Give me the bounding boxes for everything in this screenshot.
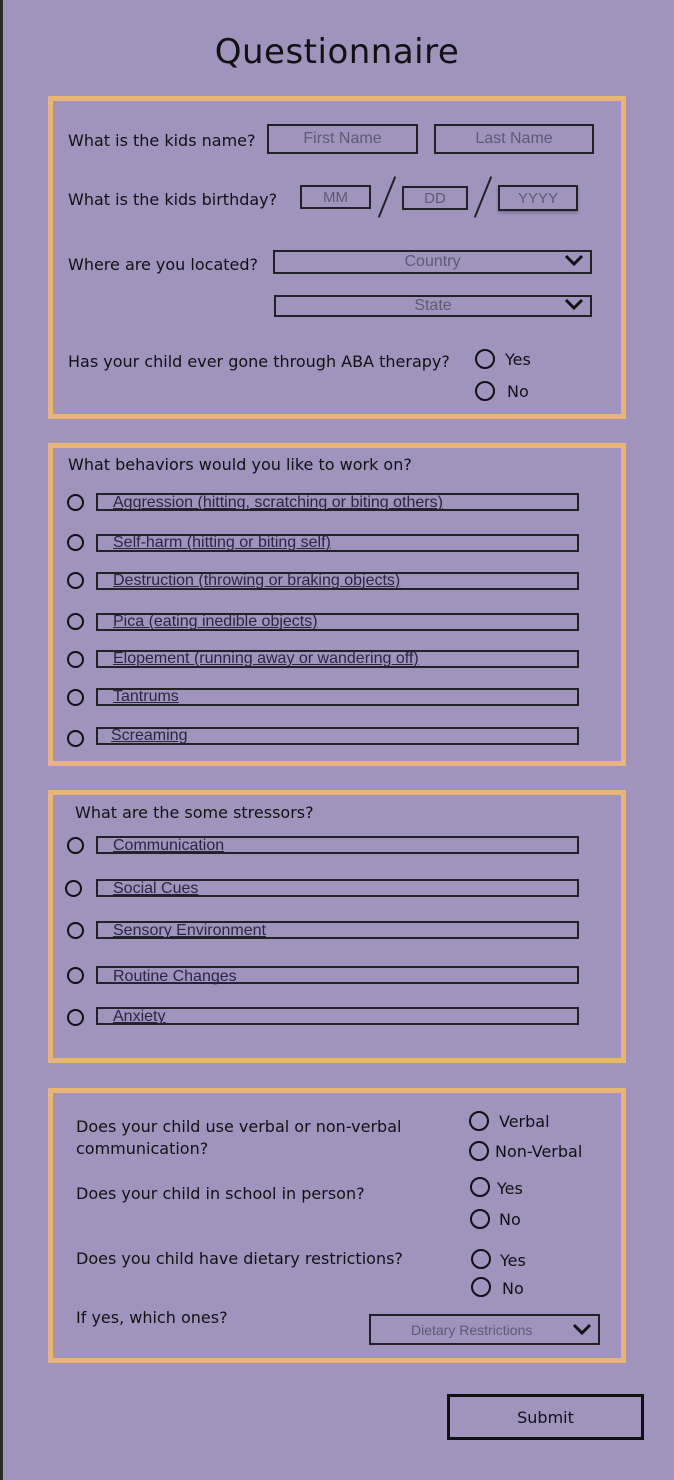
- behavior-radio[interactable]: [67, 689, 84, 706]
- dietary-restrictions-select[interactable]: [369, 1314, 600, 1345]
- behavior-radio[interactable]: [67, 534, 84, 551]
- behavior-option-label: Self-harm (hitting or biting self): [113, 534, 331, 551]
- stressor-option-label: Social Cues: [113, 880, 199, 897]
- stressor-option-label: Sensory Environment: [113, 922, 266, 939]
- stressor-option-label: Anxiety: [113, 1008, 166, 1025]
- behavior-option-label: Aggression (hitting, scratching or biting others): [113, 494, 443, 511]
- behavior-option-label: Destruction (throwing or braking objects): [113, 572, 401, 589]
- aba-question: Has your child ever gone through ABA therapy?: [68, 352, 450, 371]
- chevron-down-icon: [564, 297, 584, 315]
- dietary-select-value: Dietary Restrictions: [411, 1321, 533, 1338]
- behavior-radio[interactable]: [67, 651, 84, 668]
- first-name-field[interactable]: First Name: [267, 124, 418, 154]
- last-name-field[interactable]: Last Name: [434, 124, 594, 154]
- page-title: Questionnaire: [214, 32, 460, 72]
- verbal-label: Verbal: [499, 1112, 550, 1131]
- diet-yes-label: Yes: [500, 1251, 526, 1270]
- location-question: Where are you located?: [68, 255, 259, 274]
- diet-no-radio[interactable]: [471, 1277, 491, 1297]
- behaviors-panel: [48, 443, 626, 766]
- stressor-radio[interactable]: [67, 1009, 84, 1026]
- school-no-label: No: [499, 1210, 521, 1229]
- diet-which-question: If yes, which ones?: [76, 1308, 228, 1327]
- birth-month-field[interactable]: MM: [300, 185, 371, 209]
- aba-yes-label: Yes: [505, 350, 531, 369]
- state-select-value: State: [414, 297, 452, 314]
- stressor-option-label: Routine Changes: [113, 968, 237, 985]
- stressor-radio[interactable]: [67, 967, 84, 984]
- behavior-radio[interactable]: [67, 613, 84, 630]
- verbal-radio[interactable]: [469, 1111, 489, 1131]
- diet-no-label: No: [502, 1279, 524, 1298]
- stressor-radio[interactable]: [65, 880, 82, 897]
- chevron-down-icon: [572, 1322, 592, 1338]
- nonverbal-label: Non-Verbal: [495, 1142, 583, 1161]
- birthday-question: What is the kids birthday?: [68, 190, 278, 209]
- school-yes-radio[interactable]: [470, 1177, 490, 1197]
- behavior-radio[interactable]: [67, 494, 84, 511]
- behavior-option-label: Screaming: [111, 727, 188, 744]
- school-yes-label: Yes: [497, 1179, 523, 1198]
- school-question: Does your child in school in person?: [76, 1184, 365, 1203]
- aba-no-radio[interactable]: [475, 381, 495, 401]
- school-no-radio[interactable]: [470, 1209, 490, 1229]
- nonverbal-radio[interactable]: [469, 1141, 489, 1161]
- stressor-radio[interactable]: [67, 922, 84, 939]
- behavior-option-label: Tantrums: [113, 688, 179, 705]
- aba-yes-radio[interactable]: [475, 349, 495, 369]
- behavior-option-label: Elopement (running away or wandering off): [113, 650, 419, 667]
- verbal-question-line2: communication?: [76, 1139, 209, 1158]
- verbal-question-line1: Does your child use verbal or non-verbal: [76, 1117, 402, 1136]
- left-edge-bar: [0, 0, 3, 1480]
- diet-yes-radio[interactable]: [471, 1249, 491, 1269]
- state-select[interactable]: [274, 295, 592, 317]
- name-question: What is the kids name?: [68, 131, 256, 150]
- behavior-radio[interactable]: [67, 572, 84, 589]
- stressors-heading: What are the some stressors?: [75, 803, 314, 822]
- behavior-option-label: Pica (eating inedible objects): [113, 613, 318, 630]
- stressor-radio[interactable]: [67, 837, 84, 854]
- birth-year-field[interactable]: YYYY: [498, 185, 578, 211]
- country-select-value: Country: [404, 253, 461, 270]
- submit-button[interactable]: Submit: [447, 1394, 644, 1440]
- birth-day-field[interactable]: DD: [402, 186, 468, 210]
- behaviors-heading: What behaviors would you like to work on?: [68, 455, 412, 474]
- stressor-option-box[interactable]: [96, 1007, 579, 1025]
- diet-question: Does you child have dietary restrictions?: [76, 1249, 403, 1268]
- stressor-option-label: Communication: [113, 837, 225, 854]
- chevron-down-icon: [564, 253, 584, 271]
- aba-no-label: No: [507, 382, 529, 401]
- behavior-radio[interactable]: [67, 730, 84, 747]
- country-select[interactable]: [273, 250, 592, 274]
